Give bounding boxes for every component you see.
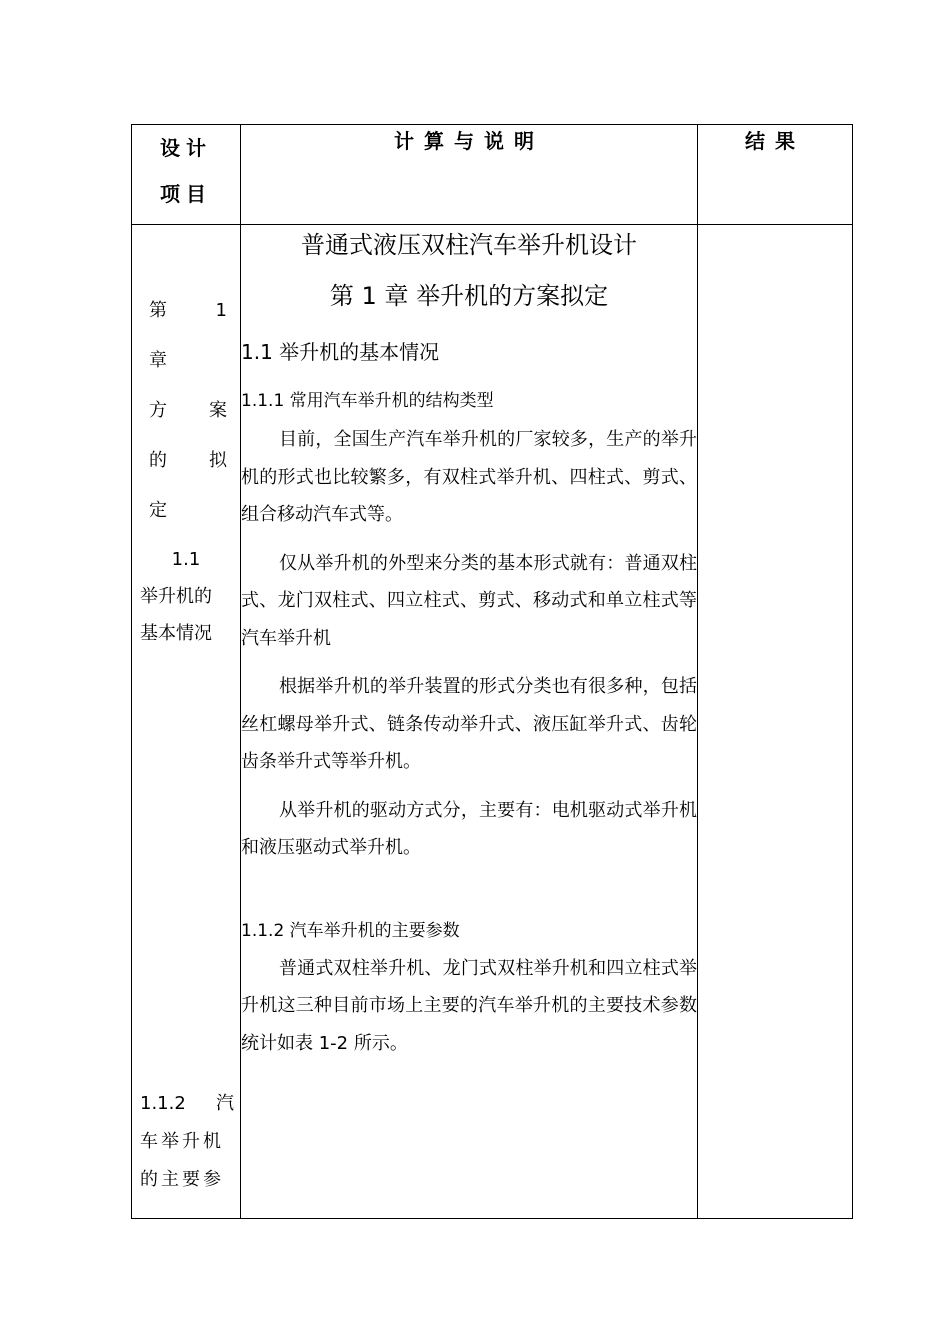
section-title: 1.1 举升机的基本情况 bbox=[241, 340, 440, 364]
chapter-label-text: 方 bbox=[149, 400, 167, 421]
header-result: 结果 bbox=[698, 125, 853, 225]
chapter-label bbox=[149, 286, 227, 536]
chapter-label-text: 拟 bbox=[209, 450, 227, 471]
paragraph: 仅从举升机的外型来分类的基本形式就有：普通双柱式、龙门双柱式、四立柱式、剪式、移动式和单立柱式等汽车举升机 bbox=[241, 552, 697, 649]
subsection-1-title: 1.1.1 常用汽车举升机的结构类型 bbox=[241, 391, 494, 411]
paragraph: 根据举升机的举升装置的形式分类也有很多种，包括丝杠螺母举升式、链条传动举升式、液压缸举升式、齿轮齿条举升式等举升机。 bbox=[241, 676, 697, 772]
chapter-label-text: 1 bbox=[215, 300, 227, 321]
table-body-row bbox=[132, 225, 853, 1219]
table-header-row bbox=[132, 125, 853, 225]
section-1-1-2-label-text: 汽 bbox=[216, 1093, 234, 1114]
section-1-1-2-label bbox=[140, 1085, 234, 1199]
document-title: 普通式液压双柱汽车举升机设计 bbox=[301, 231, 637, 259]
chapter-label-text: 章 bbox=[149, 350, 167, 371]
section-1-1-2-label-text: 的主要参 bbox=[140, 1169, 224, 1190]
header-calculation: 计算与说明 bbox=[241, 125, 698, 225]
calculation-cell bbox=[241, 225, 698, 1219]
subsection-2-title: 1.1.2 汽车举升机的主要参数 bbox=[241, 920, 460, 941]
paragraph: 普通式双柱举升机、龙门式双柱举升机和四立柱式举升机这三种目前市场上主要的汽车举升机的主要技术参数统计如表 1-2 所示。 bbox=[241, 957, 697, 1054]
section-1-1-label-text: 举升机的 bbox=[140, 586, 212, 607]
section-1-1-number: 1.1 bbox=[171, 549, 201, 570]
section-1-1-2-number: 1.1.2 bbox=[140, 1093, 186, 1114]
chapter-title: 第 1 章 举升机的方案拟定 bbox=[329, 282, 609, 310]
result-cell bbox=[698, 225, 853, 1219]
section-1-1-label-text: 基本情况 bbox=[140, 623, 212, 644]
chapter-label-text: 的 bbox=[149, 450, 167, 471]
section-1-1-label bbox=[140, 541, 232, 652]
section-1-1-2-label-text: 车举升机 bbox=[140, 1131, 224, 1152]
header-design-item-line2: 项目 bbox=[160, 182, 212, 206]
design-item-cell bbox=[132, 225, 241, 1219]
chapter-label-text: 定 bbox=[149, 500, 167, 521]
design-table bbox=[131, 124, 853, 1219]
chapter-label-text: 第 bbox=[149, 300, 167, 321]
header-design-item-line1: 设计 bbox=[160, 136, 212, 160]
header-design-item bbox=[132, 125, 241, 225]
chapter-label-text: 案 bbox=[209, 400, 227, 421]
paragraph: 目前，全国生产汽车举升机的厂家较多，生产的举升机的形式也比较繁多，有双柱式举升机、四柱式、剪式、组合移动汽车式等。 bbox=[241, 429, 697, 525]
paragraph: 从举升机的驱动方式分，主要有：电机驱动式举升机和液压驱动式举升机。 bbox=[241, 799, 697, 858]
